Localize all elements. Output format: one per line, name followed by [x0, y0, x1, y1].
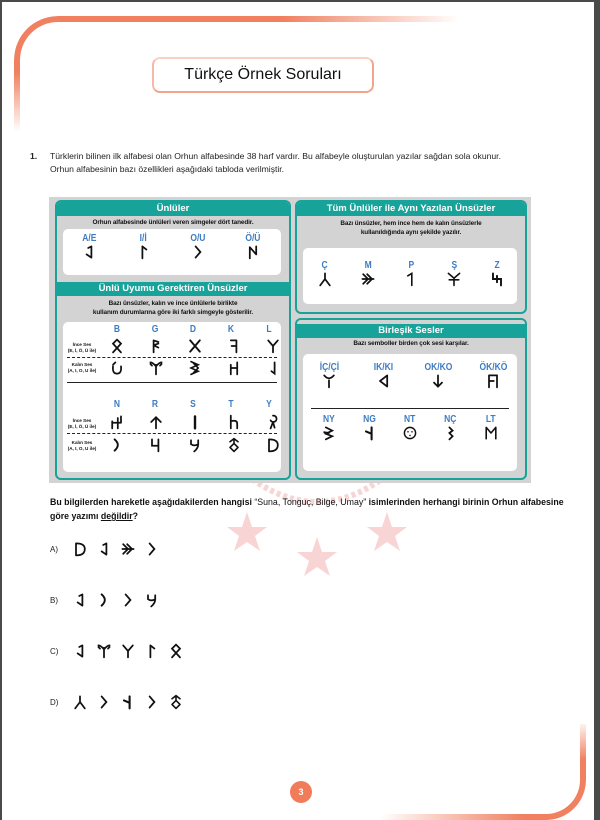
orhun-a-e-glyph [72, 591, 88, 609]
ince-ses-label: İnce Ses (E, İ, Ö, Ü ile) [67, 418, 97, 429]
orhun-s-kalin-glyph [144, 591, 160, 609]
orhun-k-ince-glyph [226, 338, 242, 354]
orhun-r-kalin-glyph [148, 437, 164, 453]
orhun-b-kalin-glyph [109, 360, 125, 376]
compound-nc: NÇ [439, 414, 463, 441]
orhun-n-kalin-glyph [96, 591, 112, 609]
panel-compound-sounds [295, 318, 527, 480]
orhun-ny-glyph [321, 425, 337, 441]
page-title: Türkçe Örnek Soruları [184, 66, 342, 83]
orhun-alphabet-infographic [49, 197, 531, 483]
orhun-o-u-glyph [190, 244, 206, 260]
decorative-fade [574, 720, 588, 760]
orhun-c-glyph [72, 693, 88, 711]
consonant-sh: Ş [442, 260, 466, 287]
orhun-t-ince-glyph [226, 414, 242, 430]
orhun-a-e-glyph [81, 244, 97, 260]
option-label: C) [50, 646, 59, 656]
orhun-k-kalin-glyph [226, 360, 242, 376]
panel-same-written-consonants [295, 200, 527, 314]
consonant-z: Z [485, 260, 509, 287]
page-title-box [152, 57, 374, 93]
latin-letter: A/E [81, 233, 97, 244]
orhun-oe-ue-glyph [245, 244, 261, 260]
vowel-o-u [180, 233, 216, 265]
orhun-o-u-glyph [144, 540, 160, 558]
orhun-o-u-glyph [96, 693, 112, 711]
panel-subtitle: kullanıldığında aynı şekilde yazılır. [360, 229, 462, 236]
latin-letter: G [151, 324, 159, 335]
compound-ik: IK/KI [366, 362, 402, 389]
question-prompt [50, 495, 585, 523]
orhun-ng-glyph [362, 425, 378, 441]
latin-letter: B [113, 324, 121, 335]
prompt-negation: değildir [100, 511, 133, 521]
panel-title-tum-unluler: Tüm Ünlüler ile Aynı Yazılan Ünsüzler [297, 202, 525, 216]
panel-title-birlesik: Birleşik Sesler [297, 324, 525, 338]
orhun-g-ince-glyph [148, 338, 164, 354]
orhun-sh-glyph [446, 271, 462, 287]
latin-letter: K [227, 324, 235, 335]
orhun-nc-glyph [443, 425, 459, 441]
answer-option-b[interactable] [50, 591, 160, 609]
latin-letter: T [228, 399, 234, 410]
panel-subtitle: kullanım durumlarına göre iki farklı simgeyle gösterilir. [92, 309, 254, 316]
option-label: D) [50, 697, 59, 707]
orhun-c-glyph [317, 271, 333, 287]
divider [311, 408, 509, 409]
latin-letter: R [151, 399, 159, 410]
orhun-m-glyph [360, 271, 376, 287]
prompt-names: “Suna, Tonguç, Bilge, Umay” [251, 497, 369, 507]
option-label: B) [50, 595, 58, 605]
latin-letter: S [190, 399, 196, 410]
compound-ic: İÇ/Çİ [311, 362, 347, 389]
orhun-t-kalin-glyph [226, 437, 242, 453]
orhun-g-kalin-glyph [148, 360, 164, 376]
vowels-card [63, 229, 281, 275]
compound-ok: OK/KO [420, 362, 456, 389]
page-number-badge: 3 [290, 781, 312, 803]
orhun-l-ince-glyph [265, 338, 281, 354]
ince-ses-label: İnce Ses (E, İ, Ö, Ü ile) [67, 342, 97, 353]
consonant-m: M [356, 260, 380, 287]
question-intro [30, 150, 585, 175]
prompt-text: Bu bilgilerden hareketle aşağıdakilerden hangisi [50, 497, 252, 507]
compound-sounds-card [303, 354, 517, 471]
latin-letter: Y [266, 399, 272, 410]
latin-letter: Ö/Ü [245, 233, 261, 244]
orhun-d-kalin-glyph [72, 540, 88, 558]
orhun-o-u-glyph [144, 693, 160, 711]
latin-letter: I/İ [140, 233, 148, 244]
orhun-nt-glyph [402, 425, 418, 441]
orhun-l-kalin-glyph [265, 360, 281, 376]
orhun-b-ince-glyph [168, 642, 184, 660]
latin-letter: O/U [190, 233, 206, 244]
orhun-lt-glyph [483, 425, 499, 441]
prompt-text: ? [132, 511, 139, 521]
compound-nt: NT [398, 414, 422, 441]
prompt-text: isimlerinden herhangi birinin Orhun alfabesine göre yazımı [50, 497, 564, 521]
question-number: 1. [30, 151, 38, 161]
answer-option-a[interactable] [50, 540, 160, 558]
panel-title-unlu-uyumu: Ünlü Uyumu Gerektiren Ünsüzler [57, 282, 289, 296]
orhun-ic-glyph [321, 373, 337, 389]
panel-subtitle: Orhun alfabesinde ünlüleri veren simgeler dört tanedir. [57, 218, 289, 227]
orhun-r-ince-glyph [148, 414, 164, 430]
orhun-y-kalin-glyph [265, 437, 281, 453]
orhun-d-kalin-glyph [187, 360, 203, 376]
orhun-oek-glyph [485, 373, 501, 389]
decorative-fade [12, 72, 26, 132]
question-intro-line: Türklerin bilinen ilk alfabesi olan Orhun alfabesinde 38 harf vardır. Bu alfabeyle oluşturulan yazılar sağdan sola okunur. [50, 151, 501, 161]
orhun-y-ince-glyph [265, 414, 281, 430]
compound-lt: LT [479, 414, 503, 441]
vowel-i [126, 233, 162, 265]
latin-letter: D [189, 324, 197, 335]
vowel-a-e [71, 233, 107, 265]
orhun-n-ince-glyph [109, 414, 125, 430]
document-page [2, 2, 594, 820]
answer-option-d[interactable] [50, 693, 184, 711]
panel-subtitle: Bazı semboller birden çok sesi karşılar. [353, 340, 469, 347]
orhun-s-ince-glyph [187, 414, 203, 430]
answer-option-c[interactable] [50, 642, 184, 660]
consonant-c: Ç [313, 260, 337, 287]
vowel-oe-ue [235, 233, 271, 265]
panel-title-unluler: Ünlüler [57, 202, 289, 216]
harmony-consonants-card [63, 322, 281, 472]
divider [67, 382, 277, 383]
orhun-g-kalin-glyph [96, 642, 112, 660]
compound-ny: NY [317, 414, 341, 441]
latin-letter: N [113, 399, 121, 410]
divider [67, 357, 277, 358]
orhun-z-glyph [489, 271, 505, 287]
option-label: A) [50, 544, 58, 554]
orhun-i-glyph [144, 642, 160, 660]
panel-vowels-and-harmony [55, 200, 291, 480]
kalin-ses-label: Kalın Ses (A, I, O, U ile) [67, 440, 97, 451]
orhun-m-glyph [120, 540, 136, 558]
orhun-l-ince-glyph [120, 642, 136, 660]
orhun-t-kalin-glyph [168, 693, 184, 711]
orhun-a-e-glyph [72, 642, 88, 660]
question-intro-line: Orhun alfabesinin bazı özellikleri aşağıdaki tabloda verilmiştir. [50, 163, 285, 174]
orhun-d-ince-glyph [187, 338, 203, 354]
panel-subtitle: Bazı ünsüzler, kalın ve ince ünlülerle birlikte [108, 300, 238, 307]
divider [67, 433, 277, 434]
orhun-s-kalin-glyph [187, 437, 203, 453]
latin-letter: L [266, 324, 272, 335]
compound-oek: ÖK/KÖ [475, 362, 511, 389]
orhun-a-e-glyph [96, 540, 112, 558]
consonant-p: P [399, 260, 423, 287]
orhun-n-kalin-glyph [109, 437, 125, 453]
same-consonants-card [303, 248, 517, 304]
orhun-ng-glyph [120, 693, 136, 711]
orhun-p-glyph [403, 271, 419, 287]
panel-subtitle: Bazı ünsüzler, hem ince hem de kalın ünsüzlerle [340, 220, 482, 227]
kalin-ses-label: Kalın Ses (A, I, O, U ile) [67, 362, 97, 373]
orhun-b-ince-glyph [109, 338, 125, 354]
compound-ng: NG [358, 414, 382, 441]
orhun-ik-glyph [376, 373, 392, 389]
orhun-ok-glyph [430, 373, 446, 389]
orhun-o-u-glyph [120, 591, 136, 609]
orhun-i-glyph [136, 244, 152, 260]
decorative-bottom-swoosh [380, 724, 586, 820]
